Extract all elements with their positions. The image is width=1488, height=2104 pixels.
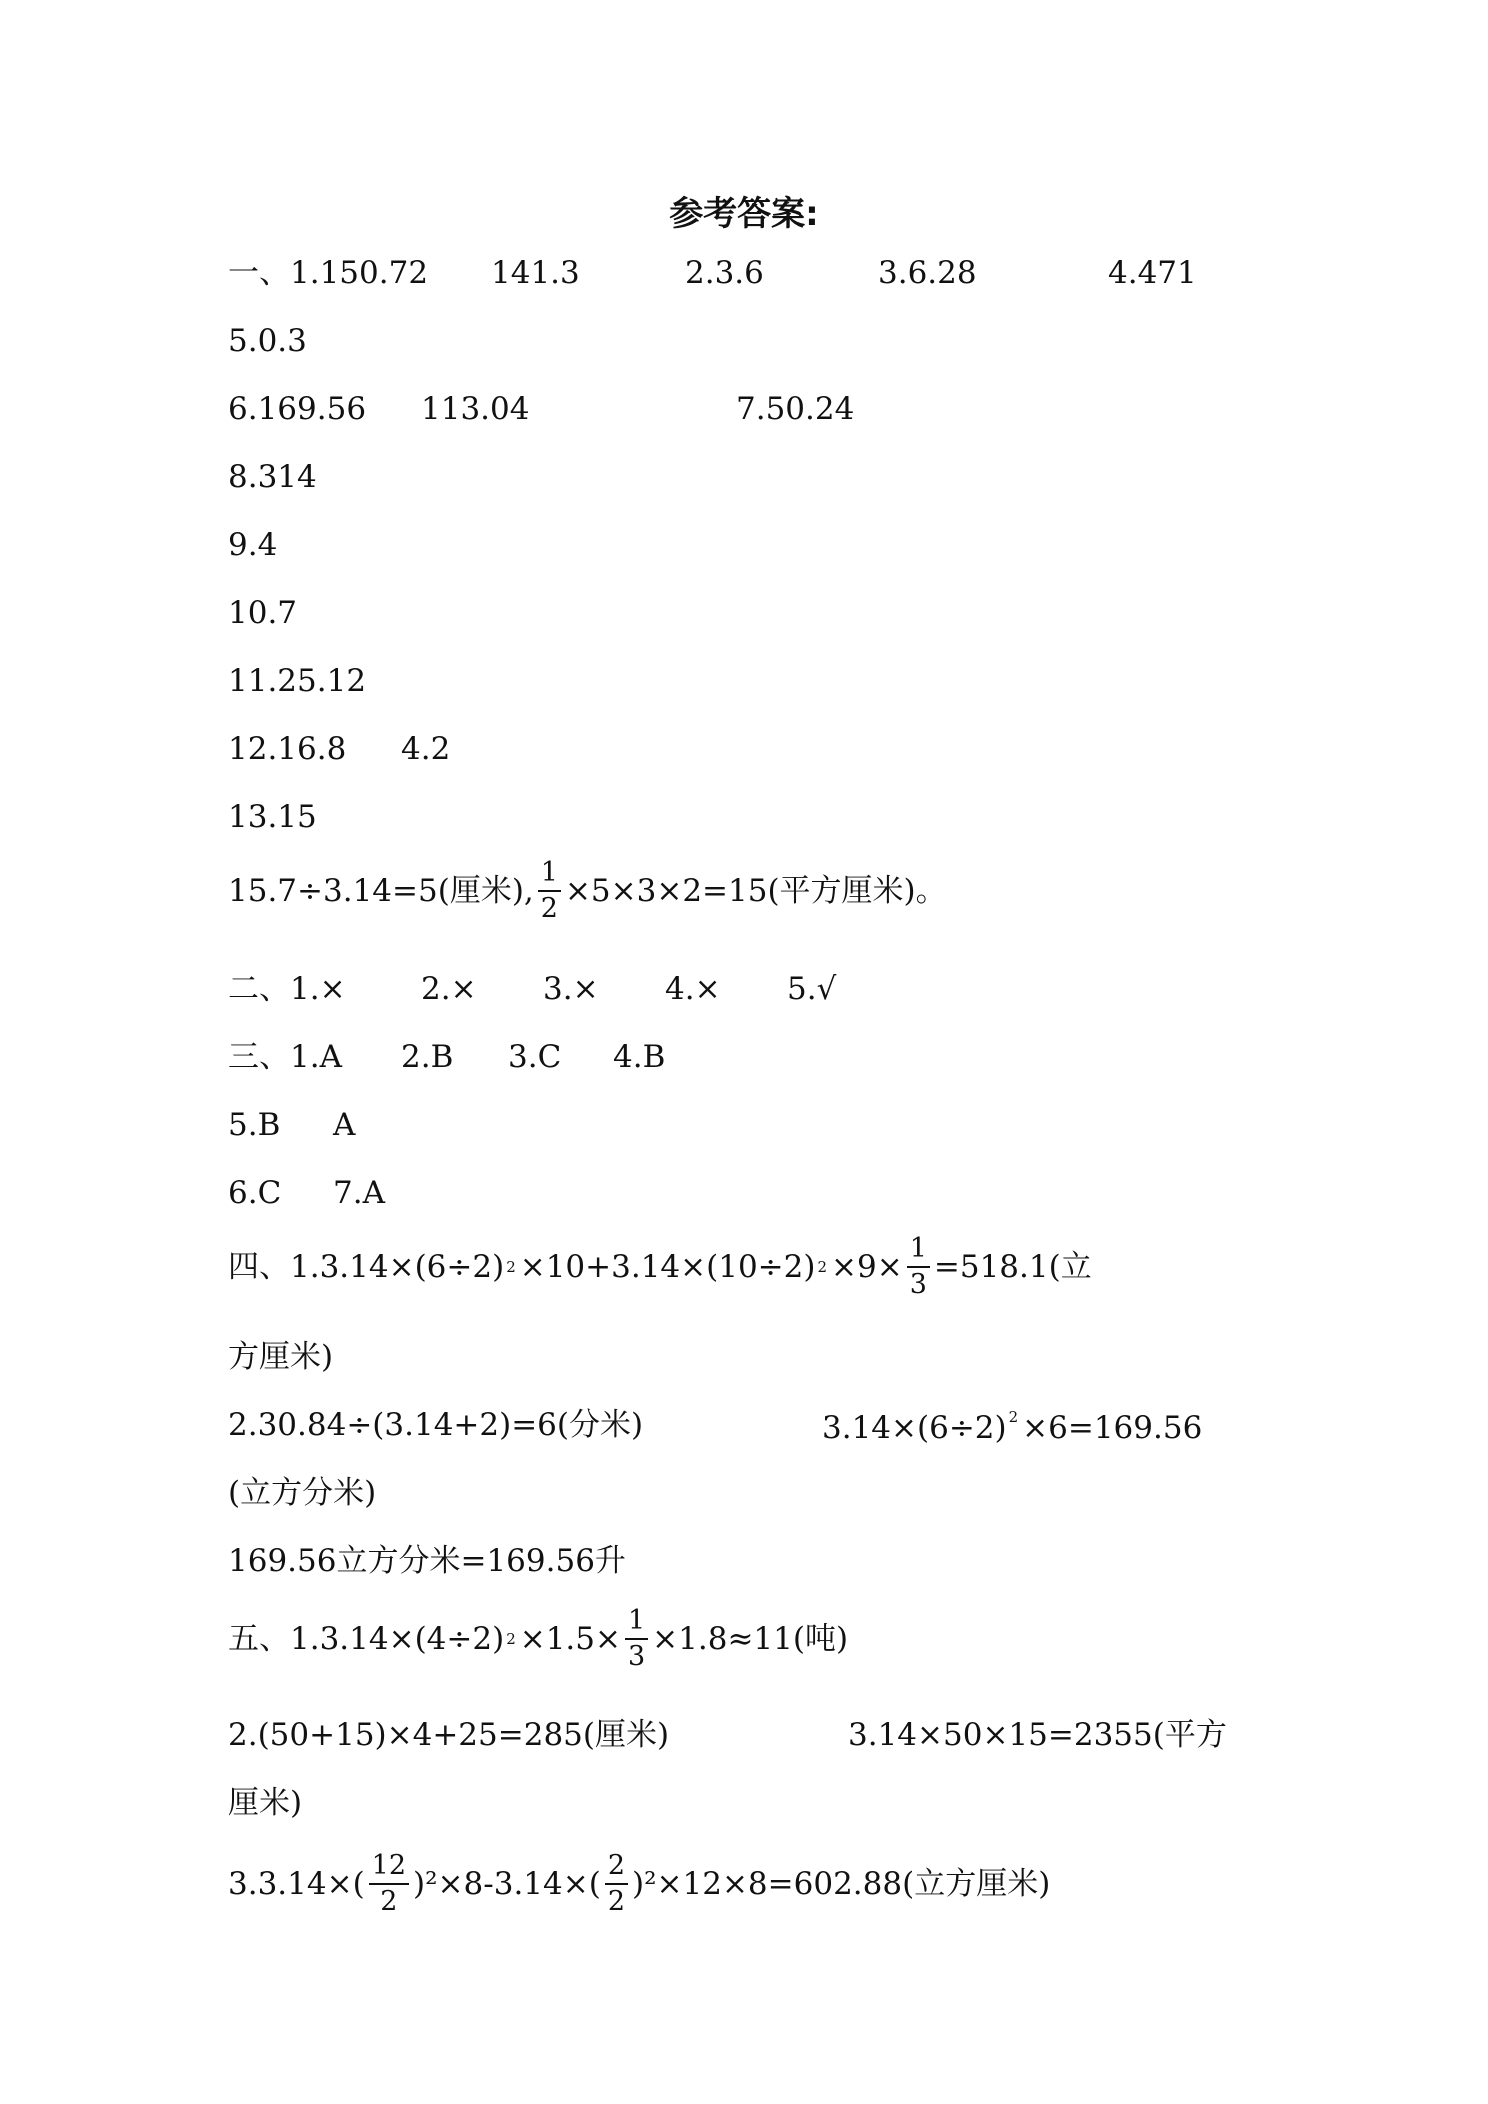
answer-3-6: 6.C [228, 1175, 282, 1211]
fraction-numerator: 1 [625, 1606, 648, 1640]
answer-3-3: 3.C [508, 1039, 562, 1075]
answer-1-6-b: 113.04 [421, 391, 530, 427]
answer-3-5-b: A [333, 1107, 356, 1143]
fraction-denominator: 3 [909, 1269, 927, 1300]
answer-5-1 [228, 1605, 849, 1672]
answer-3-5: 5.B [228, 1107, 281, 1143]
answer-2-2: 2.× [421, 971, 477, 1007]
fraction-denominator: 2 [540, 893, 558, 924]
answer-5-2-a: 2.(50+15)×4+25=285(厘米) [228, 1717, 670, 1753]
answer-1-7: 7.50.24 [736, 391, 855, 427]
exponent: 2 [1008, 1408, 1019, 1426]
answer-4-2-c: ×6=169.56 [1022, 1410, 1203, 1446]
answer-1-3: 3.6.28 [878, 255, 977, 291]
answer-4-1-cont: 方厘米) [228, 1339, 334, 1375]
answer-2-1: 二、1.× [228, 971, 346, 1007]
answer-4-1-b: ×10+3.14×(10÷2) [519, 1248, 816, 1285]
answer-3-4: 4.B [613, 1039, 666, 1075]
answer-1-12-b: 4.2 [401, 731, 451, 767]
fraction-numerator: 1 [538, 858, 561, 892]
fraction-twelve-halves [369, 1851, 409, 1916]
page-title: 参考答案: [669, 194, 819, 234]
answer-1-2: 2.3.6 [685, 255, 764, 291]
fraction-numerator: 2 [605, 1851, 628, 1885]
fraction-denominator: 2 [380, 1886, 398, 1917]
answer-5-1-c: ×1.8≈11(吨) [652, 1620, 849, 1657]
answer-1-12: 12.16.8 [228, 731, 347, 767]
answer-5-1-b: ×1.5× [519, 1620, 621, 1657]
answer-4-2-b [822, 1410, 1202, 1444]
answer-5-3-b: )²×8-3.14×( [413, 1865, 601, 1902]
answer-1-1-b: 141.3 [491, 255, 580, 291]
fraction-denominator: 2 [607, 1886, 626, 1917]
answer-5-3 [228, 1850, 1051, 1917]
answer-2-3: 3.× [543, 971, 599, 1007]
answer-5-3-c: )²×12×8=602.88(立方厘米) [632, 1865, 1051, 1902]
answer-1-11: 11.25.12 [228, 663, 367, 699]
answer-2-5: 5.√ [787, 971, 837, 1007]
exponent: 2 [817, 1257, 828, 1276]
answer-5-2-cont: 厘米) [228, 1785, 303, 1821]
answer-1-15-a: 15.7÷3.14=5(厘米), [228, 872, 534, 909]
fraction-numerator: 12 [369, 1851, 409, 1885]
answer-4-1-d: =518.1(立 [933, 1248, 1092, 1285]
answer-3-2: 2.B [401, 1039, 454, 1075]
answer-4-1 [228, 1233, 1092, 1300]
fraction-numerator: 1 [907, 1234, 930, 1268]
answer-4-1-c: ×9× [831, 1248, 903, 1285]
answer-1-1: 一、1.150.72 [228, 255, 429, 291]
answer-4-1-a: 四、1.3.14×(6÷2) [228, 1248, 505, 1285]
answer-1-15 [228, 857, 947, 924]
answer-1-10: 10.7 [228, 595, 298, 631]
answer-1-15-b: ×5×3×2=15(平方厘米)。 [564, 872, 947, 909]
answer-1-9: 9.4 [228, 527, 278, 563]
answer-5-3-a: 3.3.14×( [228, 1865, 365, 1902]
exponent: 2 [506, 1629, 516, 1648]
answer-1-5: 5.0.3 [228, 323, 307, 359]
exponent: 2 [506, 1257, 516, 1276]
fraction-denominator: 3 [627, 1641, 646, 1672]
answer-4-2-b-text: 3.14×(6÷2) [822, 1410, 1007, 1446]
answer-3-1: 三、1.A [228, 1039, 342, 1075]
fraction-one-third [907, 1234, 930, 1299]
answer-5-2-b: 3.14×50×15=2355(平方 [848, 1717, 1227, 1753]
answer-3-7: 7.A [333, 1175, 385, 1211]
answer-4-2-conversion: 169.56立方分米=169.56升 [228, 1543, 626, 1579]
answer-1-6: 6.169.56 [228, 391, 367, 427]
answer-5-1-a: 五、1.3.14×(4÷2) [228, 1620, 505, 1657]
fraction-two-halves [605, 1851, 628, 1916]
answer-1-4: 4.471 [1108, 255, 1197, 291]
fraction-one-half [538, 858, 561, 923]
answer-1-13: 13.15 [228, 799, 317, 835]
answer-4-2-a: 2.30.84÷(3.14+2)=6(分米) [228, 1407, 644, 1443]
answer-2-4: 4.× [665, 971, 721, 1007]
answer-1-8: 8.314 [228, 459, 317, 495]
answer-4-2-cont: (立方分米) [228, 1475, 377, 1511]
fraction-one-third [625, 1606, 648, 1671]
